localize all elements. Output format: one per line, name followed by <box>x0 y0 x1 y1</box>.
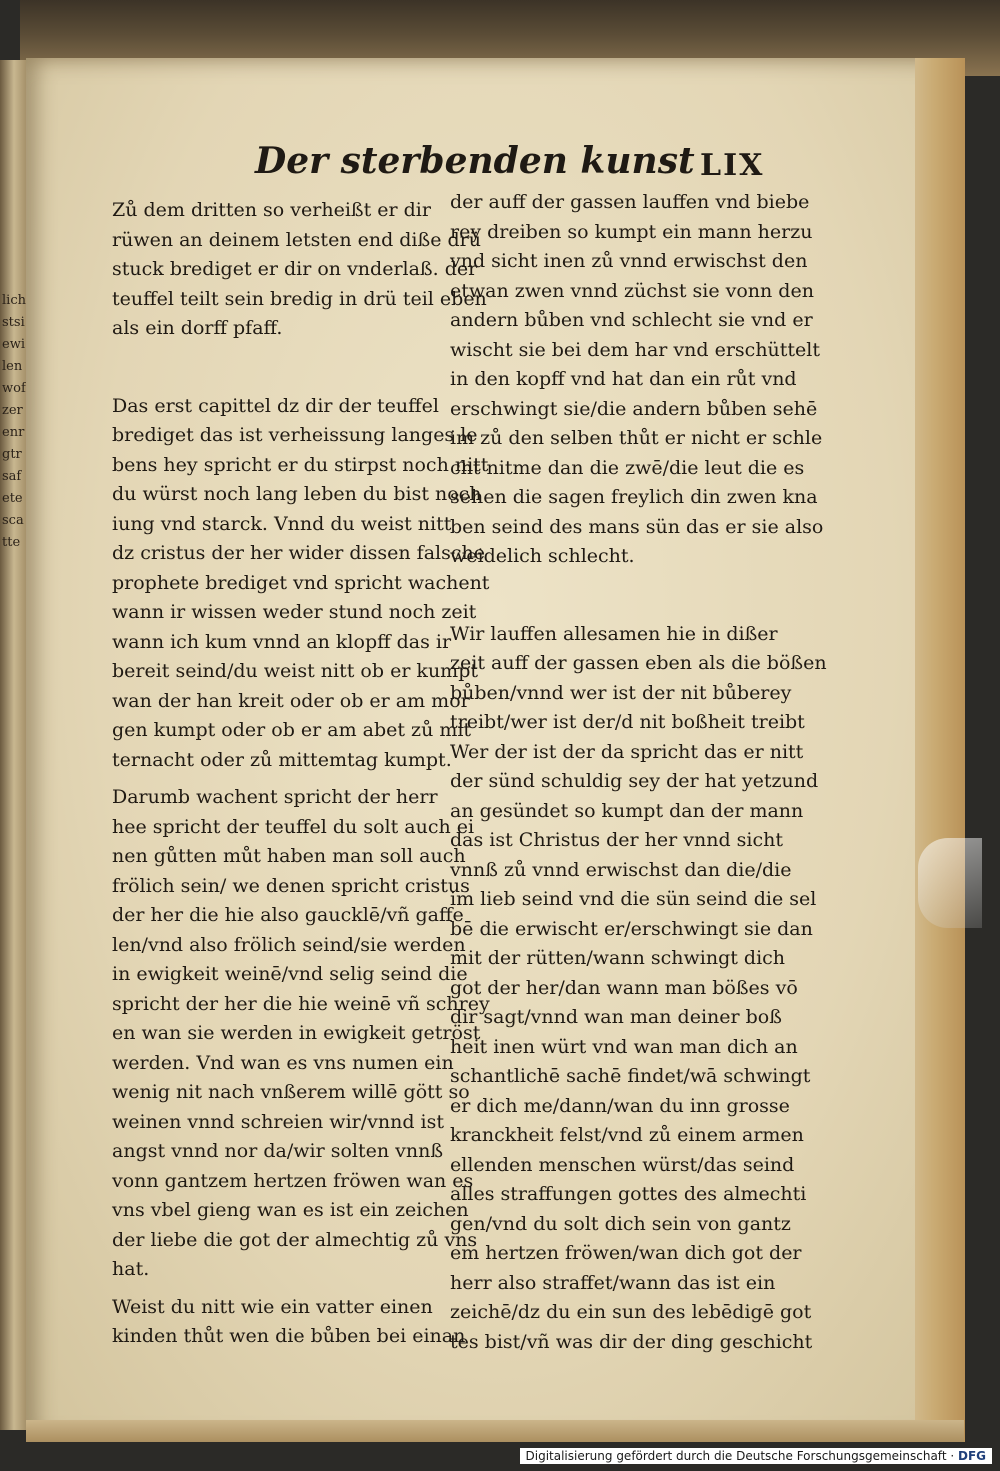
text-line: Wer der ist der da spricht das er nitt <box>450 740 804 763</box>
paragraph <box>112 196 487 344</box>
text-line: schantlichē sachē findet/wā schwingt <box>450 1065 811 1087</box>
text-line: gen kumpt oder ob er am abet zů mit <box>112 719 472 741</box>
text-line: vns vbel gieng wan es ist ein zeichen <box>112 1199 469 1221</box>
text-line: andern bůben vnd schlecht sie vnd er <box>450 309 813 331</box>
paragraph <box>450 188 824 572</box>
page-bottom-edge <box>26 1420 964 1444</box>
paragraph <box>450 620 827 1358</box>
paragraph-gap <box>112 775 430 783</box>
digitization-credit <box>520 1448 992 1464</box>
text-line: iung vnd starck. Vnnd du weist nitt <box>112 512 452 535</box>
text-line: der her die hie also gaucklē/vñ gaffe <box>112 904 464 926</box>
text-line: bereit seind/du weist nitt ob er kumpt <box>112 660 479 682</box>
text-line: er dich me/dann/wan du inn grosse <box>450 1094 790 1117</box>
text-line: an gesündet so kumpt dan der mann <box>450 799 804 822</box>
text-line: das ist Christus der her vnnd sicht <box>450 829 784 851</box>
text-line: werden. Vnd wan es vns numen ein <box>112 1051 454 1074</box>
paragraph <box>112 783 490 1285</box>
paragraph-gap <box>112 1285 430 1293</box>
paragraph <box>112 1293 466 1352</box>
text-line: zeichē/dz du ein sun des lebēdigē got <box>450 1301 812 1323</box>
page-fore-edge <box>915 58 965 1442</box>
text-line: im lieb seind vnd die sün seind die sel <box>450 888 817 910</box>
paragraph <box>112 392 490 776</box>
text-line: du würst noch lang leben du bist noch <box>112 483 482 505</box>
facing-page-text: lichstsiewilenwofzerenrgtrsafetescatte <box>2 293 26 550</box>
text-line: Darumb wachent spricht der herr <box>112 786 438 808</box>
text-line: vnnß zů vnnd erwischst dan die/die <box>450 858 792 881</box>
text-line: ellenden menschen würst/das seind <box>450 1153 795 1176</box>
text-line: len/vnd also frölich seind/sie werden <box>112 933 466 956</box>
text-line: vnd sicht inen zů vnnd erwischst den <box>450 250 808 272</box>
text-line: ben seind des mans sün das er sie also <box>450 515 824 538</box>
text-line: Das erst capittel dz dir der teuffel <box>112 394 439 417</box>
text-line: sehen die sagen freylich din zwen kna <box>450 486 818 508</box>
text-line: wann ich kum vnnd an klopff das ir <box>112 630 452 653</box>
dfg-logo: DFG <box>957 1449 986 1463</box>
text-line: frölich sein/ we denen spricht cristus <box>112 874 470 897</box>
text-line: weidelich schlecht. <box>450 545 635 567</box>
text-line: erschwingt sie/die andern bůben sehē <box>450 397 818 420</box>
text-line: em hertzen fröwen/wan dich got der <box>450 1242 802 1264</box>
text-line: hat. <box>112 1258 150 1280</box>
text-line: hee spricht der teuffel du solt auch ei <box>112 815 475 838</box>
text-line: als ein dorff pfaff. <box>112 317 283 339</box>
text-line: bens hey spricht er du stirpst noch nitt <box>112 453 489 476</box>
text-line: rüwen an deinem letsten end diße drü <box>112 228 481 251</box>
text-line: herr also straffet/wann das ist ein <box>450 1271 776 1294</box>
text-line: Weist du nitt wie ein vatter einen <box>112 1295 433 1318</box>
text-line: heit inen würt vnd wan man dich an <box>450 1035 798 1058</box>
text-line: teuffel teilt sein bredig in drü teil eben <box>112 287 487 310</box>
text-line: Wir lauffen allesamen hie in dißer <box>450 622 778 645</box>
tape-strip <box>918 838 982 928</box>
paragraph-gap <box>450 572 770 620</box>
text-line: ternacht oder zů mittemtag kumpt. <box>112 748 452 771</box>
text-line: treibt/wer ist der/d nit boßheit treibt <box>450 711 805 733</box>
text-line: prophete brediget vnd spricht wachent <box>112 571 490 594</box>
facing-page-edge <box>0 60 28 1430</box>
text-line: en wan sie werden in ewigkeit getröst <box>112 1022 481 1044</box>
text-line: in den kopff vnd hat dan ein růt vnd <box>450 368 797 390</box>
paragraph-gap <box>112 344 430 392</box>
running-title: Der sterbenden kunst <box>255 140 695 182</box>
text-line: vonn gantzem hertzen fröwen wan es <box>112 1169 474 1192</box>
left-text-column <box>112 196 490 1352</box>
text-line: got der her/dan wann man bößes vō <box>450 976 798 999</box>
text-line: etwan zwen vnnd züchst sie vonn den <box>450 279 814 302</box>
text-line: kinden thůt wen die bůben bei einan <box>112 1325 466 1347</box>
text-line: zeit auff der gassen eben als die bößen <box>450 652 827 674</box>
text-line: der liebe die got der almechtig zů vns <box>112 1228 478 1251</box>
text-line: spricht der her die hie weinē vñ schrey <box>112 992 490 1015</box>
text-line: im zů den selben thůt er nicht er schle <box>450 427 823 449</box>
text-line: dz cristus der her wider dissen falsche <box>112 542 485 564</box>
text-line: gen/vnd du solt dich sein von gantz <box>450 1212 791 1235</box>
text-line: tes bist/vñ was dir der ding geschicht <box>450 1330 813 1353</box>
text-line: weinen vnnd schreien wir/vnnd ist <box>112 1110 444 1133</box>
text-line: Zů dem dritten so verheißt er dir <box>112 199 431 221</box>
text-line: wenig nit nach vnßerem willē gött so <box>112 1081 470 1103</box>
text-line: stuck brediget er dir on vnderlaß. der <box>112 258 478 280</box>
text-line: wischt sie bei dem har vnd erschüttelt <box>450 338 821 361</box>
text-line: wann ir wissen weder stund noch zeit <box>112 601 477 623</box>
text-line: in ewigkeit weinē/vnd selig seind die <box>112 963 468 985</box>
text-line: wan der han kreit oder ob er am mor <box>112 689 470 712</box>
text-line: angst vnnd nor da/wir solten vnnß <box>112 1140 444 1162</box>
text-line: bůben/vnnd wer ist der nit bůberey <box>450 681 792 704</box>
text-line: cht nitme dan die zwē/die leut die es <box>450 456 805 479</box>
credit-text: Digitalisierung gefördert durch die Deutsche Forschungsgemeinschaft · <box>525 1449 955 1463</box>
folio-number: LIX <box>700 148 765 183</box>
text-line: kranckheit felst/vnd zů einem armen <box>450 1124 804 1146</box>
text-line: brediget das ist verheissung langes le <box>112 424 478 446</box>
text-line: der sünd schuldig sey der hat yetzund <box>450 770 819 792</box>
text-line: mit der rütten/wann schwingt dich <box>450 947 786 969</box>
text-line: alles straffungen gottes des almechti <box>450 1183 807 1205</box>
text-line: bē die erwischt er/erschwingt sie dan <box>450 917 813 940</box>
text-line: der auff der gassen lauffen vnd biebe <box>450 191 810 213</box>
right-text-column <box>450 188 827 1357</box>
text-line: nen gůtten můt haben man soll auch <box>112 845 466 867</box>
text-line: dir sagt/vnnd wan man deiner boß <box>450 1006 782 1028</box>
text-line: rey dreiben so kumpt ein mann herzu <box>450 220 813 243</box>
